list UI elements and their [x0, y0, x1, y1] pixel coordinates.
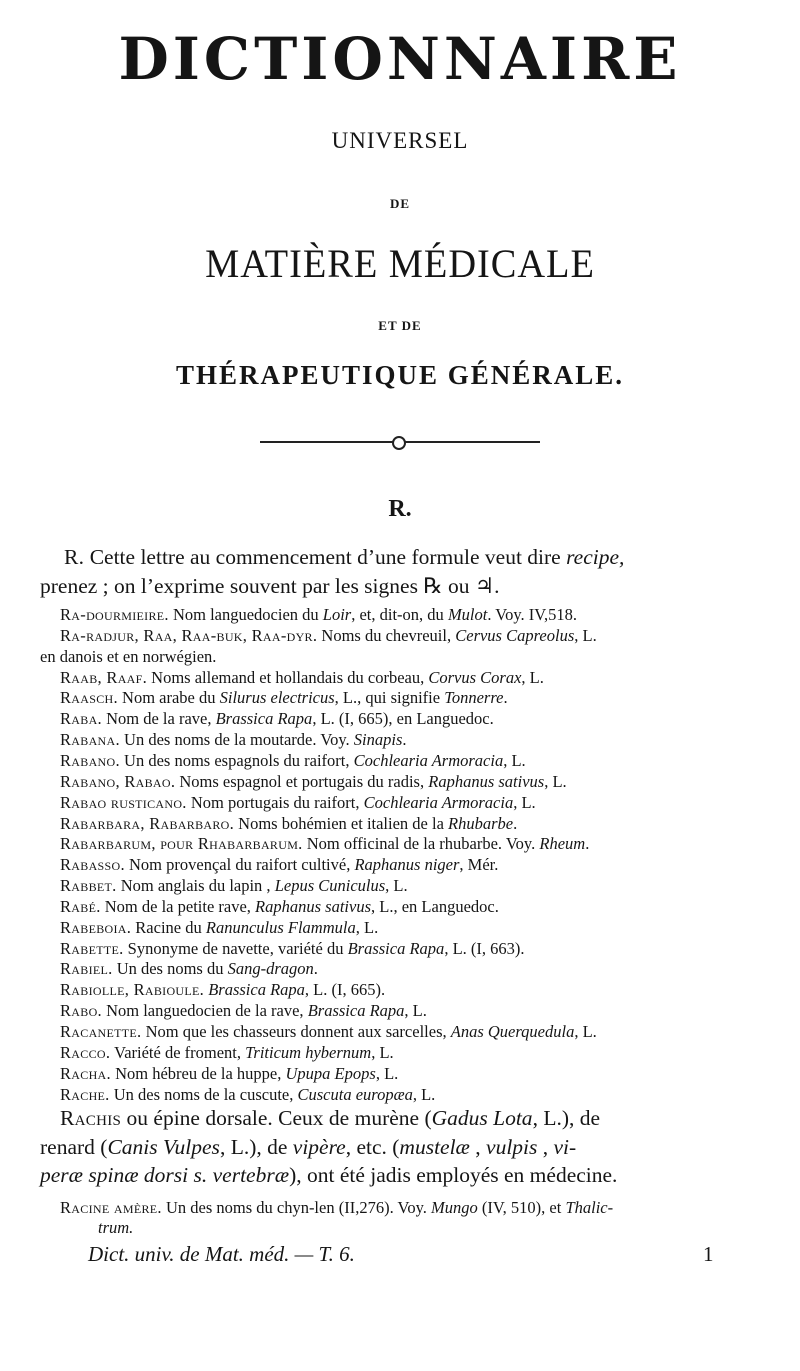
- title-matiere-medicale: MATIÈRE MÉDICALE: [205, 241, 595, 286]
- entry-line: en danois et en norwégien.: [40, 646, 217, 666]
- entry-line: Rabbet. Nom anglais du lapin , Lepus Cuniculus, L.: [60, 876, 408, 896]
- racine-line-1: Racine amère. Un des noms du chyn-len (II,276). Voy. Mungo (IV, 510), et Thalic-: [60, 1198, 614, 1217]
- entry-line: Rabarbara, Rabarbaro. Noms bohémien et italien de la Rhubarbe.: [60, 813, 518, 833]
- intro-line-2: prenez ; on l’exprime souvent par les signes ℞ ou ♃.: [40, 574, 500, 598]
- entry-line: Rabasso. Nom provençal du raifort cultivé, Raphanus niger, Mér.: [60, 855, 499, 875]
- entry-line: Rabano. Un des noms espagnols du raifort, Cochlearia Armoracia, L.: [60, 750, 526, 770]
- entry-line: Rabette. Synonyme de navette, variété du Brassica Rapa, L. (I, 663).: [60, 938, 525, 958]
- entry-line: Ra-radjur, Raa, Raa-buk, Raa-dyr. Noms du chevreuil, Cervus Capreolus, L.: [60, 625, 597, 645]
- rachis-line-3: peræ spinæ dorsi s. vertebræ), ont été jadis employés en médecine.: [40, 1163, 618, 1187]
- entry-head: R.: [64, 545, 85, 569]
- intro-line-1: R. Cette lettre au commencement d’une formule veut dire recipe,: [64, 545, 625, 569]
- entry-line: Raab, Raaf. Noms allemand et hollandais du corbeau, Corvus Corax, L.: [60, 667, 544, 687]
- entry-line: Racco. Variété de froment, Triticum hybernum, L.: [60, 1042, 394, 1062]
- racine-line-2: trum.: [98, 1218, 134, 1237]
- rachis-line-1: Rachis ou épine dorsale. Ceux de murène (Gadus Lota, L.), de: [60, 1106, 601, 1130]
- entry-line: Rache. Un des noms de la cuscute, Cuscuta europæa, L.: [60, 1084, 436, 1104]
- title-et-de: ET DE: [378, 318, 422, 333]
- entry-line: Rabo. Nom languedocien de la rave, Brassica Rapa, L.: [60, 1001, 427, 1021]
- title-therapeutique: THÉRAPEUTIQUE GÉNÉRALE.: [175, 360, 625, 390]
- footer-title: Dict. univ. de Mat. méd. — T. 6.: [88, 1242, 355, 1266]
- entry-line: Rabano, Rabao. Noms espagnol et portugais du radis, Raphanus sativus, L.: [60, 771, 567, 791]
- title-de: DE: [389, 196, 411, 211]
- entry-line: Rabiolle, Rabioule. Brassica Rapa, L. (I, 665).: [60, 980, 386, 1000]
- entry-line: Racha. Nom hébreu de la huppe, Upupa Epops, L.: [60, 1063, 399, 1083]
- entry-line: Rabé. Nom de la petite rave, Raphanus sativus, L., en Languedoc.: [60, 896, 499, 916]
- ornament-dot: [392, 436, 406, 450]
- entry-line: Racanette. Nom que les chasseurs donnent aux sarcelles, Anas Querquedula, L.: [60, 1022, 597, 1041]
- entry-line: Rabana. Un des noms de la moutarde. Voy. Sinapis.: [60, 730, 407, 750]
- entry-line: Rabiel. Un des noms du Sang-dragon.: [60, 959, 318, 979]
- section-letter: R.: [388, 496, 412, 522]
- entry-line: Ra-dourmieire. Nom languedocien du Loir, et, dit-on, du Mulot. Voy. IV,518.: [60, 605, 578, 624]
- rachis-line-2: renard (Canis Vulpes, L.), de vipère, etc. (mustelæ , vulpis , vi-: [40, 1135, 577, 1159]
- entry-line: Rabarbarum, pour Rhabarbarum. Nom officinal de la rhubarbe. Voy. Rheum.: [60, 834, 590, 854]
- title-universel: UNIVERSEL: [331, 128, 469, 153]
- entry-line: Rabao rusticano. Nom portugais du raifort, Cochlearia Armoracia, L.: [60, 792, 536, 812]
- entry-line: Raasch. Nom arabe du Silurus electricus, L., qui signifie Tonnerre.: [60, 688, 508, 708]
- entry-line: Raba. Nom de la rave, Brassica Rapa, L. (I, 665), en Languedoc.: [60, 709, 494, 729]
- title-dictionnaire: DICTIONNAIRE: [118, 25, 682, 93]
- entry-line: Rabeboia. Racine du Ranunculus Flammula, L.: [60, 917, 379, 937]
- page-number: 1: [703, 1242, 714, 1266]
